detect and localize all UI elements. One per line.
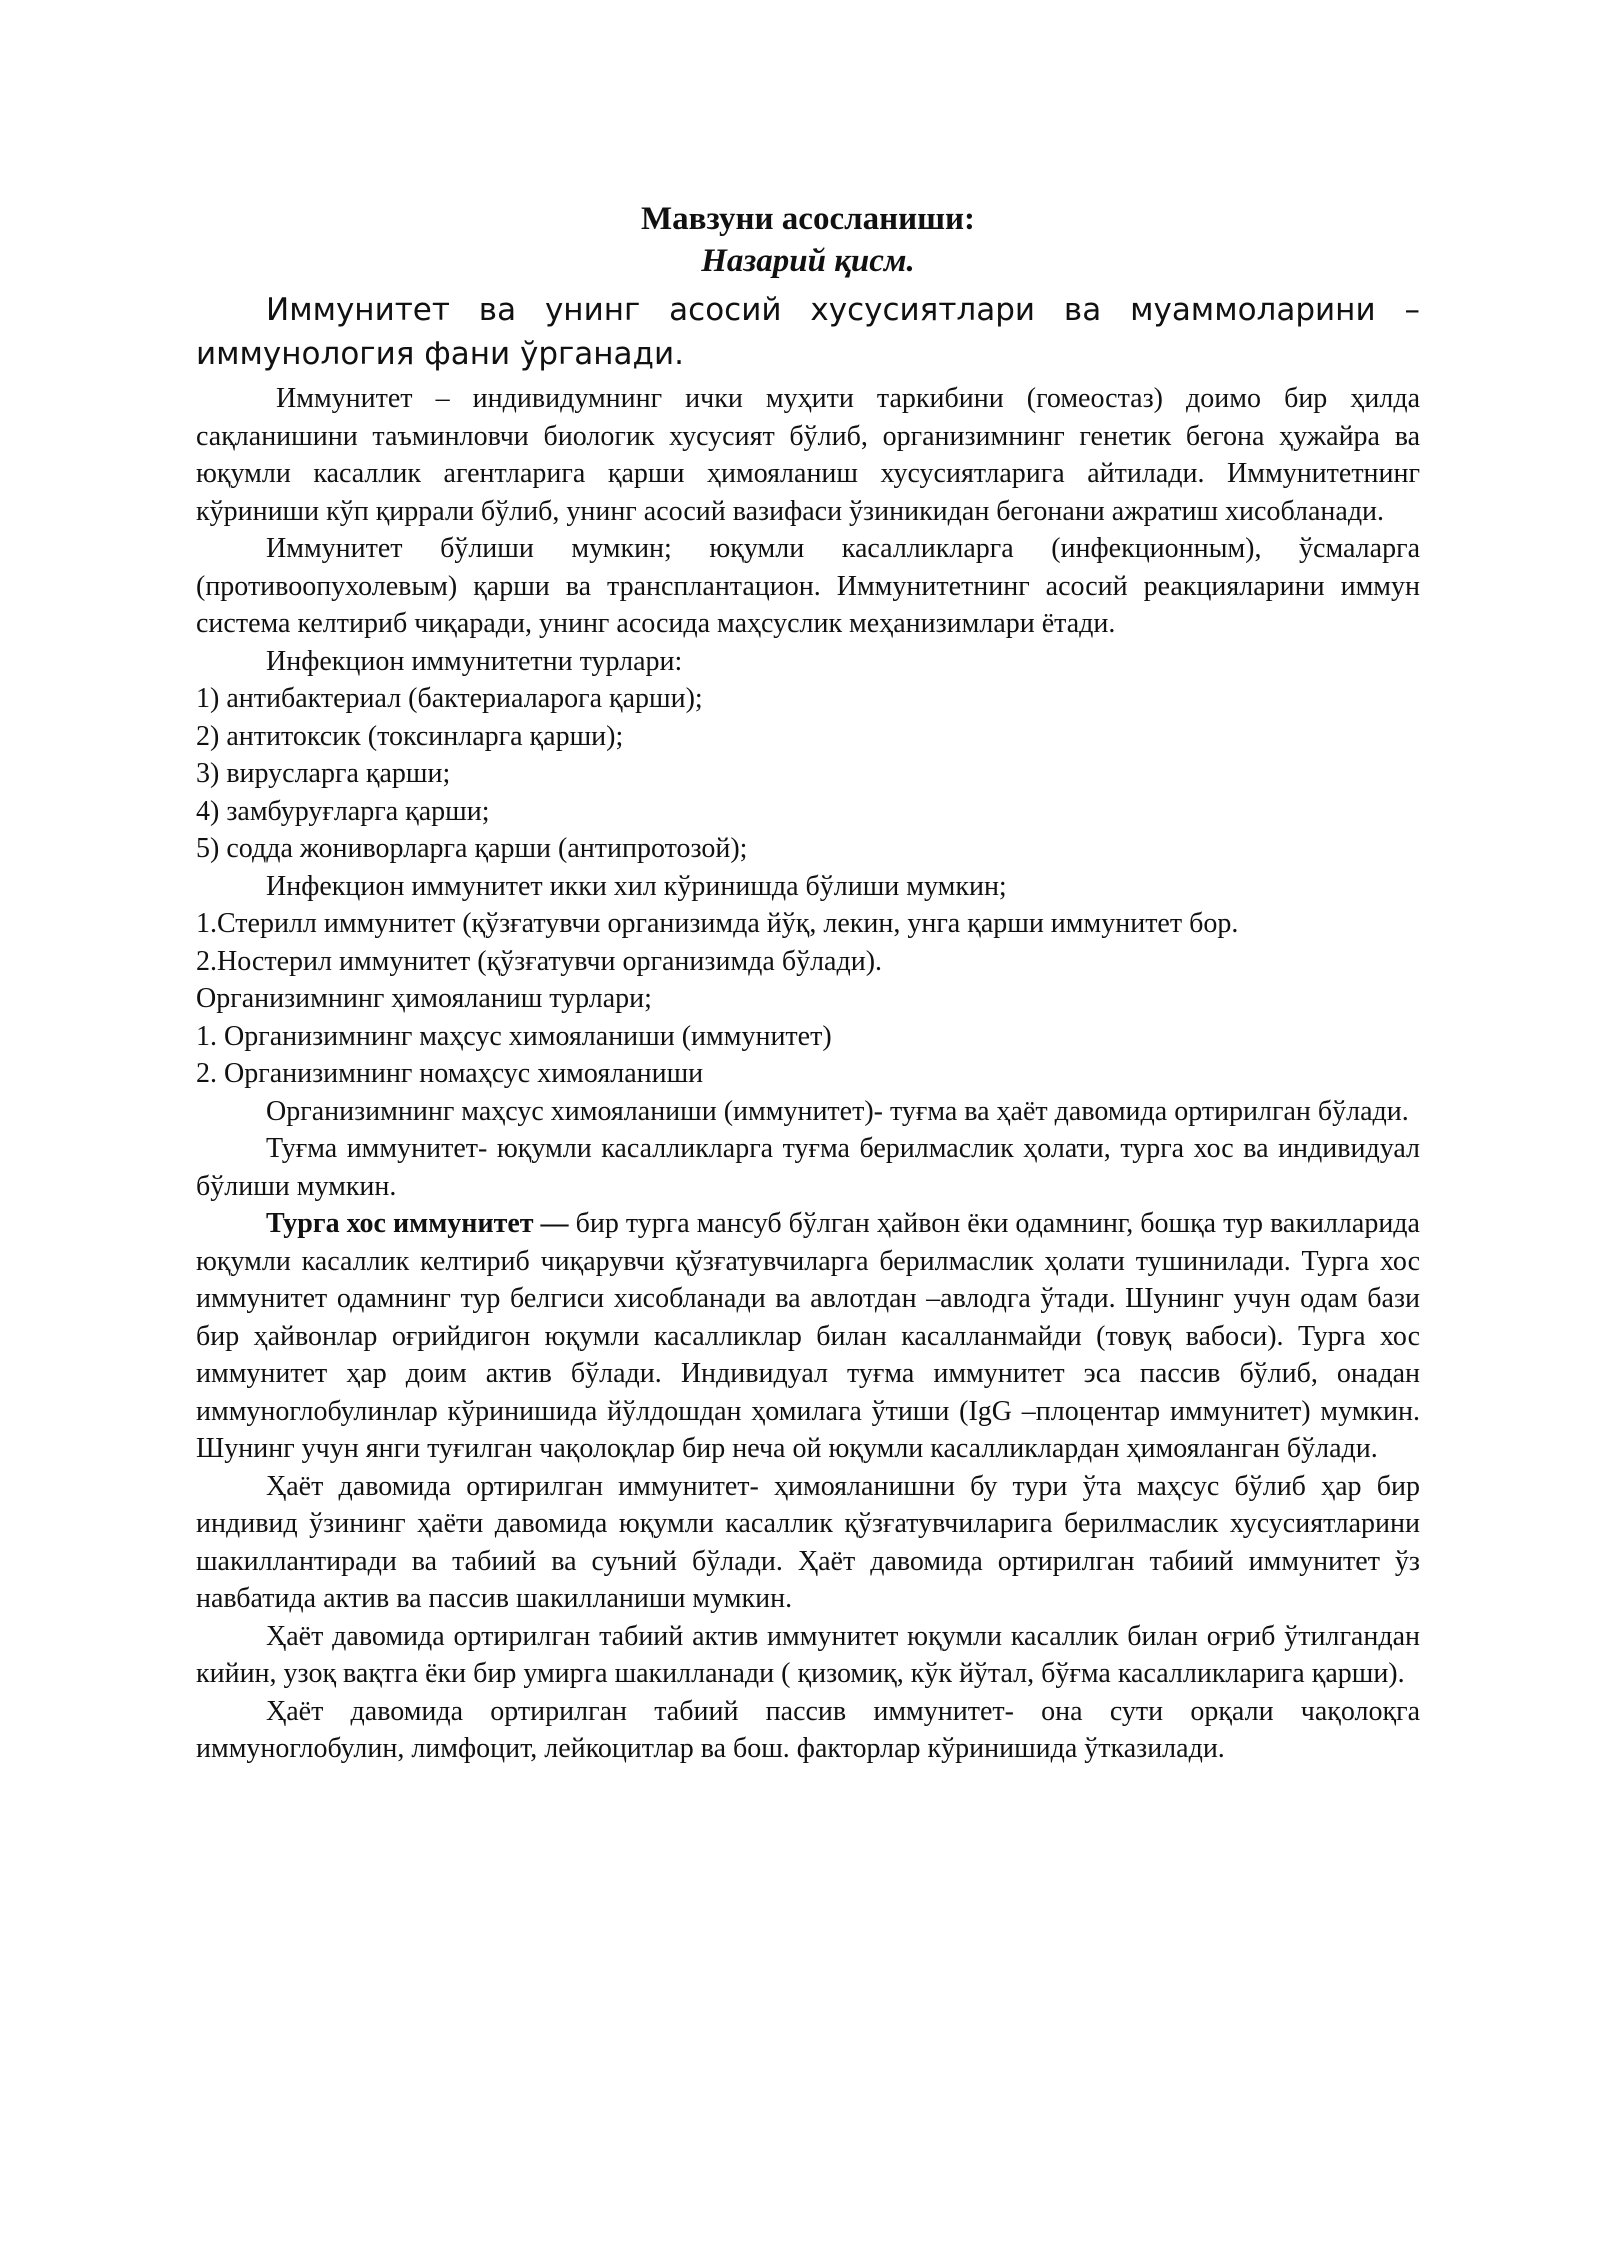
term-species-immunity: Турга хос иммунитет — xyxy=(266,1208,569,1239)
paragraph-species-immunity-text: бир турга мансуб бўлган ҳайвон ёки одамнинг, бошқа тур вакилларида юқумли касаллик келтириб чиқарувчи қўзғатувчиларга берилмаслик ҳолати тушинилади. Турга хос иммунитет одамнинг тур белгиси хисобланади ва авлотдан –авлодга ўтади. Шунинг учун одам бази бир ҳайвонлар оғрийдигон юқумли касалликлар билан касалланмайди (товуқ вабоси). Турга хос иммунитет ҳар доим актив бўлади. Индивидуал туғма иммунитет эса пассив бўлиб, онадан иммуноглобулинлар кўринишида йўлдошдан ҳомилага ўтиши (IgG –плоцентар иммунитет) мумкин. Шунинг учун янги туғилган чақолоқлар бир неча ой юқумли касалликлардан ҳимояланган бўлади. xyxy=(196,1208,1420,1464)
paragraph-innate-immunity: Туғма иммунитет- юқумли касалликларга туғма берилмаслик ҳолати, турга хос ва индивидуал бўлиши мумкин. xyxy=(196,1133,1420,1202)
list-item: 1) антибактериал (бактериаларога қарши); xyxy=(196,683,703,714)
list-item: 1. Организимнинг маҳсус химояланиши (иммунитет) xyxy=(196,1020,832,1052)
infection-types-heading: Инфекцион иммунитетни турлари: xyxy=(266,645,683,677)
page-subtitle: Назарий қисм. xyxy=(701,243,915,279)
paragraph-species-immunity xyxy=(196,1205,1420,1468)
paragraph-immunity-kinds: Иммунитет бўлиши мумкин; юқумли касалликларга (инфекционным), ўсмаларга (противоопухолевым) қарши ва трансплантацион. Иммунитетнинг асосий реакцияларини иммун система келтириб чиқаради, унинг асосида маҳсуслик меҳанизимлари ётади. xyxy=(196,533,1420,639)
list-item: 5) содда жониворларга қарши (антипротозой); xyxy=(196,833,748,864)
list-item: 3) вирусларга қарши; xyxy=(196,758,451,789)
paragraph-acquired-immunity: Ҳаёт давомида ортирилган иммунитет- ҳимояланишни бу тури ўта маҳсус бўлиб ҳар бир индивид ўзининг ҳаёти давомида юқумли касаллик қўзғатувчиларига берилмаслик хусусиятларини шакиллантиради ва табиий ва суъний бўлади. Ҳаёт давомида ортирилган табиий иммунитет ўз навбатида актив ва пассив шакилланиши мумкин. xyxy=(196,1470,1420,1614)
list-item: 2.Ностерил иммунитет (қўзғатувчи организимда бўлади). xyxy=(196,945,883,977)
paragraph-specific-protection: Организимнинг маҳсус химояланиши (иммунитет)- туғма ва ҳаёт давомида ортирилган бўлади. xyxy=(266,1095,1409,1127)
list-item: 1.Стерилл иммунитет (қўзғатувчи организимда йўқ, лекин, унга қарши иммунитет бор. xyxy=(196,908,1239,939)
infection-forms-list xyxy=(196,905,1420,980)
page-title: Мавзуни асосланиши: xyxy=(640,201,975,237)
paragraph-immunity-definition: Иммунитет – индивидумнинг ички муҳити таркибини (гомеостаз) доимо бир ҳилда сақланишини таъминловчи биологик хусусият бўлиб, организимнинг генетик бегона ҳужайра ва юқумли касаллик агентларига қарши ҳимояланиш хусусиятларига айтилади. Иммунитетнинг кўриниши кўп қиррали бўлиб, унинг асосий вазифаси ўзиникидан бегонани ажратиш хисобланади. xyxy=(196,383,1420,527)
document-body xyxy=(196,198,1420,1768)
paragraph-acquired-passive: Ҳаёт давомида ортирилган табиий пассив иммунитет- она сути орқали чақолоқга иммуноглобулин, лимфоцит, лейкоцитлар ва бош. факторлар кўринишида ўтказилади. xyxy=(196,1695,1420,1764)
intro-paragraph: Иммунитет ва унинг асосий хусусиятлари ва муаммоларини – иммунология фани ўрганади. xyxy=(196,292,1420,372)
paragraph-acquired-active: Ҳаёт давомида ортирилган табиий актив иммунитет юқумли касаллик билан оғриб ўтилгандан кийин, узоқ вақтга ёки бир умирга шакилланади ( қизомиқ, кўк йўтал, бўғма касалликларига қарши). xyxy=(196,1620,1420,1689)
list-item: 4) замбуруғларга қарши; xyxy=(196,795,490,827)
list-item: 2. Организимнинг номаҳсус химояланиши xyxy=(196,1058,704,1089)
infection-forms-heading: Инфекцион иммунитет икки хил кўринишда бўлиши мумкин; xyxy=(266,870,1007,902)
protection-heading: Организимнинг ҳимояланиш турлари; xyxy=(196,983,652,1014)
infection-types-list xyxy=(196,680,1420,868)
list-item: 2) антитоксик (токсинларга қарши); xyxy=(196,720,624,752)
protection-types-list xyxy=(196,1018,1420,1093)
